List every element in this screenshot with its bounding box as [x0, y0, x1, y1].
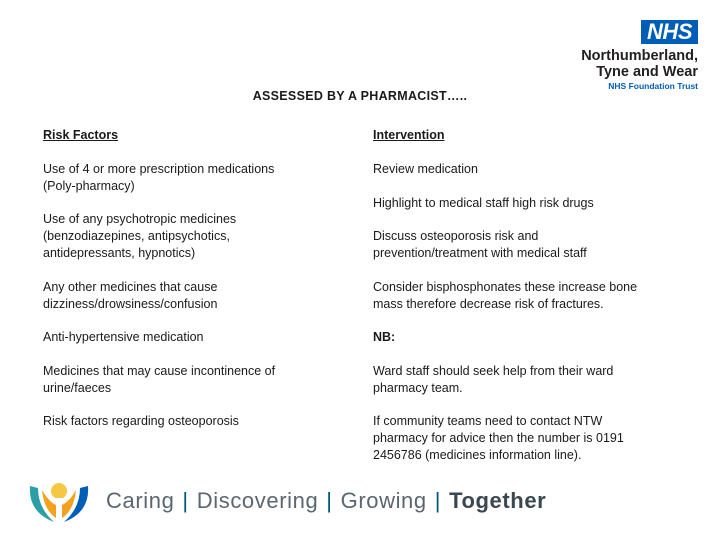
- risk-factor-item: Anti-hypertensive medication: [43, 330, 204, 344]
- value-caring: Caring: [106, 488, 175, 513]
- intervention-item: Discuss osteoporosis risk and prevention/treatment with medical staff: [373, 229, 587, 260]
- page-heading: ASSESSED BY A PHARMACIST…..: [252, 89, 468, 103]
- trust-emblem-icon: [24, 478, 94, 528]
- footer-banner: [24, 478, 714, 528]
- org-name-line2: Tyne and Wear: [596, 64, 698, 80]
- risk-factor-item: Use of any psychotropic medicines (benzodiazepines, antipsychotics, antidepressants, hypnotics): [43, 212, 237, 260]
- intervention-item: Highlight to medical staff high risk drugs: [373, 196, 594, 210]
- risk-factor-item: Any other medicines that cause dizziness/drowsiness/confusion: [43, 280, 218, 311]
- intervention-item: If community teams need to contact NTW pharmacy for advice then the number is 0191 2456786 (medicines information line).: [373, 414, 624, 462]
- org-name-line1: Northumberland,: [581, 48, 698, 64]
- risk-factor-item: Medicines that may cause incontinence of urine/faeces: [43, 364, 276, 395]
- risk-factors-header: Risk Factors: [43, 128, 119, 142]
- nhs-trust-logo: [558, 20, 698, 92]
- risk-factor-item: Risk factors regarding osteoporosis: [43, 414, 239, 428]
- separator: |: [434, 488, 442, 513]
- intervention-item: Ward staff should seek help from their ward pharmacy team.: [373, 364, 614, 395]
- value-together: Together: [449, 488, 547, 513]
- values-tagline: [106, 488, 546, 514]
- org-name-line3: NHS Foundation Trust: [608, 81, 698, 91]
- value-discovering: Discovering: [196, 488, 319, 513]
- risk-factor-item: Use of 4 or more prescription medications (Poly-pharmacy): [43, 162, 275, 193]
- value-growing: Growing: [340, 488, 427, 513]
- separator: |: [182, 488, 189, 513]
- nhs-logo-box: NHS: [641, 20, 698, 44]
- separator: |: [326, 488, 333, 513]
- intervention-item: Consider bisphosphonates these increase bone mass therefore decrease risk of fractures.: [373, 280, 638, 311]
- nb-label: NB:: [373, 330, 396, 344]
- intervention-header: Intervention: [373, 128, 445, 142]
- intervention-item: Review medication: [373, 162, 478, 176]
